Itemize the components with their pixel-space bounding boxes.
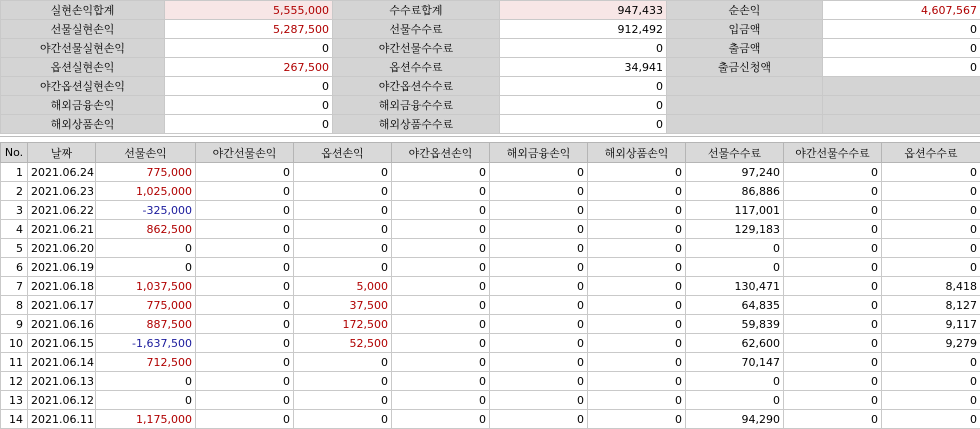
table-cell[interactable]: 0 — [490, 334, 588, 353]
table-cell[interactable]: 0 — [588, 334, 686, 353]
table-row[interactable] — [1, 296, 980, 315]
table-cell[interactable]: 0 — [490, 163, 588, 182]
row-number: 4 — [1, 220, 28, 239]
table-cell[interactable]: 0 — [588, 163, 686, 182]
row-number: 9 — [1, 315, 28, 334]
summary-empty-cell — [823, 96, 980, 115]
table-cell[interactable]: -1,637,500 — [96, 334, 196, 353]
column-header[interactable]: 해외금융손익 — [490, 143, 588, 163]
summary-label: 선물수수료 — [333, 20, 500, 39]
table-cell[interactable]: 0 — [784, 163, 882, 182]
table-cell[interactable]: 0 — [96, 372, 196, 391]
table-cell[interactable]: 0 — [882, 201, 980, 220]
summary-label: 해외상품수수료 — [333, 115, 500, 134]
table-cell[interactable]: 0 — [294, 163, 392, 182]
table-cell[interactable]: 0 — [294, 258, 392, 277]
table-cell[interactable]: 0 — [294, 372, 392, 391]
summary-label: 선물실현손익 — [1, 20, 165, 39]
table-cell[interactable]: 0 — [588, 182, 686, 201]
table-cell[interactable]: 0 — [588, 315, 686, 334]
table-cell[interactable]: 0 — [196, 277, 294, 296]
table-row[interactable] — [1, 258, 980, 277]
table-cell[interactable]: 0 — [882, 239, 980, 258]
table-cell[interactable]: 0 — [392, 277, 490, 296]
table-cell[interactable]: 0 — [392, 334, 490, 353]
summary-value[interactable]: 34,941 — [500, 58, 667, 77]
table-cell[interactable]: 0 — [392, 372, 490, 391]
table-row[interactable] — [1, 391, 980, 410]
table-cell[interactable]: 712,500 — [96, 353, 196, 372]
table-cell[interactable]: 775,000 — [96, 163, 196, 182]
column-header[interactable]: 야간옵션손익 — [392, 143, 490, 163]
summary-value[interactable]: 0 — [500, 96, 667, 115]
table-cell[interactable]: 0 — [686, 372, 784, 391]
table-cell[interactable]: 9,117 — [882, 315, 980, 334]
table-cell[interactable]: 37,500 — [294, 296, 392, 315]
summary-empty-cell — [823, 77, 980, 96]
table-cell[interactable]: 0 — [882, 391, 980, 410]
table-cell[interactable]: 0 — [294, 182, 392, 201]
column-header[interactable]: 야간선물수수료 — [784, 143, 882, 163]
table-row[interactable] — [1, 220, 980, 239]
table-cell[interactable]: 1,025,000 — [96, 182, 196, 201]
summary-label: 야간옵션실현손익 — [1, 77, 165, 96]
summary-value[interactable]: 0 — [823, 20, 980, 39]
table-cell[interactable]: 0 — [882, 258, 980, 277]
summary-value[interactable]: 5,555,000 — [165, 1, 333, 20]
table-cell[interactable]: 0 — [490, 239, 588, 258]
row-number: 13 — [1, 391, 28, 410]
table-cell[interactable]: 117,001 — [686, 201, 784, 220]
table-cell[interactable]: 0 — [392, 182, 490, 201]
table-cell[interactable]: 0 — [196, 220, 294, 239]
summary-value[interactable]: 0 — [500, 39, 667, 58]
table-cell[interactable]: 0 — [784, 391, 882, 410]
row-date: 2021.06.12 — [28, 391, 96, 410]
row-date: 2021.06.18 — [28, 277, 96, 296]
summary-label: 실현손익합계 — [1, 1, 165, 20]
table-cell[interactable]: 130,471 — [686, 277, 784, 296]
row-date: 2021.06.22 — [28, 201, 96, 220]
table-cell[interactable]: 129,183 — [686, 220, 784, 239]
summary-row — [1, 96, 980, 115]
table-cell[interactable]: 0 — [294, 201, 392, 220]
table-cell[interactable]: 0 — [588, 239, 686, 258]
table-cell[interactable]: 0 — [588, 277, 686, 296]
summary-label: 수수료합계 — [333, 1, 500, 20]
table-row[interactable] — [1, 163, 980, 182]
table-cell[interactable]: 0 — [392, 353, 490, 372]
table-cell[interactable]: 0 — [784, 296, 882, 315]
table-cell[interactable]: 0 — [784, 220, 882, 239]
summary-row — [1, 77, 980, 96]
summary-value[interactable]: 5,287,500 — [165, 20, 333, 39]
row-date: 2021.06.13 — [28, 372, 96, 391]
table-cell[interactable]: 0 — [588, 372, 686, 391]
table-cell[interactable]: 0 — [490, 372, 588, 391]
table-cell[interactable]: 0 — [686, 391, 784, 410]
table-cell[interactable]: 94,290 — [686, 410, 784, 429]
table-cell[interactable]: 97,240 — [686, 163, 784, 182]
row-date: 2021.06.15 — [28, 334, 96, 353]
table-cell[interactable]: 0 — [882, 372, 980, 391]
summary-label: 옵션수수료 — [333, 58, 500, 77]
table-cell[interactable]: 0 — [784, 201, 882, 220]
row-date: 2021.06.17 — [28, 296, 96, 315]
summary-label: 야간옵션수수료 — [333, 77, 500, 96]
summary-label: 출금신청액 — [667, 58, 823, 77]
summary-row — [1, 39, 980, 58]
table-cell[interactable]: 0 — [294, 220, 392, 239]
table-cell[interactable]: 0 — [196, 201, 294, 220]
table-row[interactable] — [1, 372, 980, 391]
summary-empty-cell — [667, 115, 823, 134]
table-cell[interactable]: 0 — [784, 410, 882, 429]
table-cell[interactable]: 0 — [490, 258, 588, 277]
table-cell[interactable]: 8,418 — [882, 277, 980, 296]
summary-value[interactable]: 0 — [165, 115, 333, 134]
table-cell[interactable]: 0 — [882, 353, 980, 372]
table-cell[interactable]: 0 — [392, 201, 490, 220]
table-cell[interactable]: 5,000 — [294, 277, 392, 296]
table-cell[interactable]: 86,886 — [686, 182, 784, 201]
row-number: 3 — [1, 201, 28, 220]
table-cell[interactable]: 0 — [588, 258, 686, 277]
table-cell[interactable]: 59,839 — [686, 315, 784, 334]
summary-panel — [0, 0, 980, 134]
table-cell[interactable]: 70,147 — [686, 353, 784, 372]
summary-value[interactable]: 267,500 — [165, 58, 333, 77]
row-number: 5 — [1, 239, 28, 258]
row-number: 12 — [1, 372, 28, 391]
table-cell[interactable]: 887,500 — [96, 315, 196, 334]
column-header[interactable]: 해외상품손익 — [588, 143, 686, 163]
table-cell[interactable]: 0 — [392, 315, 490, 334]
table-cell[interactable]: 62,600 — [686, 334, 784, 353]
summary-label: 옵션실현손익 — [1, 58, 165, 77]
table-cell[interactable]: 0 — [490, 296, 588, 315]
table-cell[interactable]: 0 — [392, 239, 490, 258]
row-date: 2021.06.23 — [28, 182, 96, 201]
summary-row — [1, 115, 980, 134]
row-number: 14 — [1, 410, 28, 429]
table-cell[interactable]: 0 — [196, 296, 294, 315]
table-cell[interactable]: 0 — [196, 315, 294, 334]
row-number: 1 — [1, 163, 28, 182]
table-row[interactable] — [1, 353, 980, 372]
table-cell[interactable]: 0 — [196, 372, 294, 391]
summary-value[interactable]: 0 — [500, 77, 667, 96]
table-cell[interactable]: 0 — [196, 182, 294, 201]
row-number: 6 — [1, 258, 28, 277]
summary-value[interactable]: 0 — [165, 39, 333, 58]
summary-label: 해외금융수수료 — [333, 96, 500, 115]
summary-value[interactable]: 947,433 — [500, 1, 667, 20]
table-cell[interactable]: 0 — [392, 220, 490, 239]
table-cell[interactable]: 0 — [882, 220, 980, 239]
row-number: 10 — [1, 334, 28, 353]
summary-empty-cell — [823, 115, 980, 134]
row-date: 2021.06.24 — [28, 163, 96, 182]
row-date: 2021.06.16 — [28, 315, 96, 334]
table-cell[interactable]: 64,835 — [686, 296, 784, 315]
summary-row — [1, 20, 980, 39]
summary-label: 출금액 — [667, 39, 823, 58]
row-date: 2021.06.21 — [28, 220, 96, 239]
table-cell[interactable]: 0 — [588, 353, 686, 372]
table-cell[interactable]: 0 — [784, 182, 882, 201]
summary-empty-cell — [667, 77, 823, 96]
table-cell[interactable]: 0 — [96, 391, 196, 410]
table-cell[interactable]: 862,500 — [96, 220, 196, 239]
summary-label: 야간선물실현손익 — [1, 39, 165, 58]
table-cell[interactable]: 0 — [392, 258, 490, 277]
column-header[interactable]: 옵션수수료 — [882, 143, 980, 163]
table-cell[interactable]: 0 — [196, 391, 294, 410]
row-date: 2021.06.20 — [28, 239, 96, 258]
table-cell[interactable]: 0 — [588, 410, 686, 429]
table-cell[interactable]: 0 — [96, 258, 196, 277]
table-cell[interactable]: 0 — [784, 353, 882, 372]
table-cell[interactable]: 0 — [588, 201, 686, 220]
table-cell[interactable]: 0 — [196, 163, 294, 182]
table-cell[interactable]: 0 — [882, 182, 980, 201]
table-cell[interactable]: 8,127 — [882, 296, 980, 315]
table-cell[interactable]: 0 — [294, 239, 392, 258]
table-cell[interactable]: 0 — [882, 410, 980, 429]
table-row[interactable] — [1, 334, 980, 353]
table-cell[interactable]: 9,279 — [882, 334, 980, 353]
table-cell[interactable]: 0 — [490, 391, 588, 410]
table-cell[interactable]: 0 — [392, 391, 490, 410]
table-cell[interactable]: 0 — [96, 239, 196, 258]
table-cell[interactable]: 0 — [784, 334, 882, 353]
table-cell[interactable]: 52,500 — [294, 334, 392, 353]
table-cell[interactable]: 0 — [882, 163, 980, 182]
table-cell[interactable]: 0 — [784, 258, 882, 277]
row-date: 2021.06.14 — [28, 353, 96, 372]
summary-row — [1, 1, 980, 20]
column-header[interactable]: 선물수수료 — [686, 143, 784, 163]
table-cell[interactable]: 0 — [294, 391, 392, 410]
summary-label: 해외금융손익 — [1, 96, 165, 115]
column-header[interactable]: 선물손익 — [96, 143, 196, 163]
summary-value[interactable]: 0 — [823, 58, 980, 77]
table-cell[interactable]: 0 — [196, 353, 294, 372]
table-cell[interactable]: 0 — [196, 239, 294, 258]
table-cell[interactable]: 0 — [588, 220, 686, 239]
column-header[interactable]: No. — [1, 143, 28, 163]
table-cell[interactable]: 0 — [294, 353, 392, 372]
table-cell[interactable]: 1,037,500 — [96, 277, 196, 296]
summary-value[interactable]: 0 — [165, 96, 333, 115]
table-cell[interactable]: 0 — [392, 410, 490, 429]
summary-value[interactable]: 4,607,567 — [823, 1, 980, 20]
summary-value[interactable]: 0 — [823, 39, 980, 58]
daily-pnl-table[interactable] — [0, 142, 980, 429]
row-number: 8 — [1, 296, 28, 315]
row-date: 2021.06.11 — [28, 410, 96, 429]
summary-value[interactable]: 912,492 — [500, 20, 667, 39]
table-cell[interactable]: 0 — [196, 334, 294, 353]
table-cell[interactable]: 0 — [490, 182, 588, 201]
table-cell[interactable]: 0 — [784, 372, 882, 391]
table-cell[interactable]: 0 — [784, 239, 882, 258]
summary-label: 야간선물수수료 — [333, 39, 500, 58]
column-header[interactable]: 날짜 — [28, 143, 96, 163]
summary-value[interactable]: 0 — [500, 115, 667, 134]
summary-label: 해외상품손익 — [1, 115, 165, 134]
column-header[interactable]: 야간선물손익 — [196, 143, 294, 163]
row-date: 2021.06.19 — [28, 258, 96, 277]
summary-label: 순손익 — [667, 1, 823, 20]
table-cell[interactable]: 775,000 — [96, 296, 196, 315]
table-cell[interactable]: 0 — [490, 410, 588, 429]
table-cell[interactable]: 0 — [784, 277, 882, 296]
table-cell[interactable]: 0 — [196, 410, 294, 429]
table-cell[interactable]: 0 — [686, 258, 784, 277]
table-cell[interactable]: 0 — [490, 220, 588, 239]
table-cell[interactable]: 0 — [588, 391, 686, 410]
table-cell[interactable]: 0 — [490, 315, 588, 334]
row-number: 11 — [1, 353, 28, 372]
table-cell[interactable]: 0 — [784, 315, 882, 334]
table-cell[interactable]: 0 — [686, 239, 784, 258]
summary-empty-cell — [667, 96, 823, 115]
table-cell[interactable]: -325,000 — [96, 201, 196, 220]
summary-label: 입금액 — [667, 20, 823, 39]
table-cell[interactable]: 1,175,000 — [96, 410, 196, 429]
table-cell[interactable]: 0 — [196, 258, 294, 277]
table-cell[interactable]: 0 — [490, 201, 588, 220]
table-row[interactable] — [1, 277, 980, 296]
row-number: 7 — [1, 277, 28, 296]
table-header-row — [1, 143, 980, 163]
summary-row — [1, 58, 980, 77]
table-cell[interactable]: 172,500 — [294, 315, 392, 334]
table-cell[interactable]: 0 — [588, 296, 686, 315]
table-cell[interactable]: 0 — [490, 277, 588, 296]
table-row[interactable] — [1, 201, 980, 220]
summary-value[interactable]: 0 — [165, 77, 333, 96]
column-header[interactable]: 옵션손익 — [294, 143, 392, 163]
table-cell[interactable]: 0 — [392, 296, 490, 315]
table-row[interactable] — [1, 315, 980, 334]
table-cell[interactable]: 0 — [392, 163, 490, 182]
table-row[interactable] — [1, 182, 980, 201]
row-number: 2 — [1, 182, 28, 201]
table-row[interactable] — [1, 239, 980, 258]
table-cell[interactable]: 0 — [294, 410, 392, 429]
table-cell[interactable]: 0 — [490, 353, 588, 372]
